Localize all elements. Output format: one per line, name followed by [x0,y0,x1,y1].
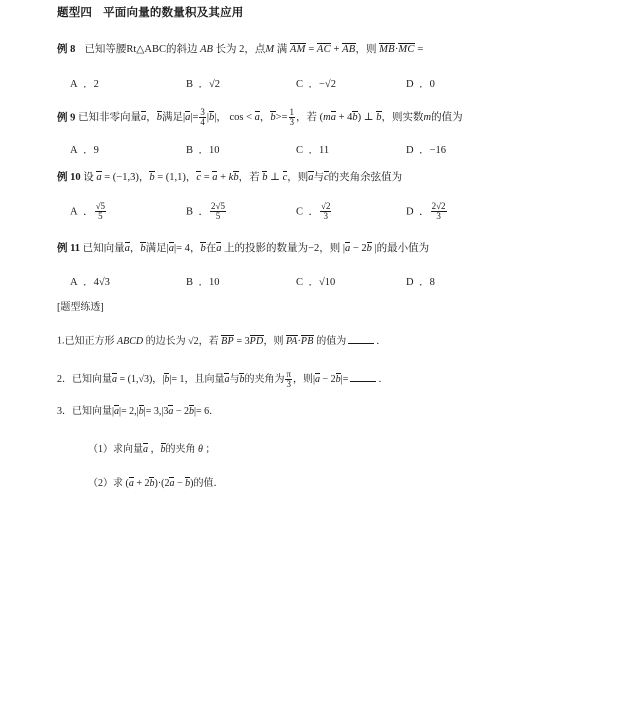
subquestion-2-label: （2） [88,478,113,489]
vector-c: c [196,172,202,183]
option-b[interactable]: B ．10 [186,277,220,288]
problem-1-text: 已知正方形 ABCD 的边长为 √2，若 BP = 3PD，则 PA·PB 的值为 ． [64,335,387,347]
dot-product-expression: (a + 2b)·(2a − b) [125,478,194,489]
example-11-stem [57,243,429,255]
k-b-term: + kb [220,172,239,183]
vector-mc: MC [398,44,415,55]
perp-expression: (ma + 4b) ⊥ b [319,112,382,124]
example-9-stem [57,108,463,128]
vector-b: b [149,172,155,183]
vector-a: a [112,374,117,386]
example-9-label: 例 9 [57,112,76,124]
vector-pd: PD [249,335,264,347]
option-a[interactable]: A ． $\frac{√5}{5}$ [70,200,106,221]
practice-problem-1 [57,334,386,347]
option-fraction: $\frac{2√2}{3}$ [431,200,446,221]
vector-pb: PB [300,335,314,347]
norm-3a-minus-2b: |3a − 2b| [161,406,197,417]
example-8-stem [57,44,423,56]
vector-am: AM [289,44,306,55]
problem-3-subquestion-2 [88,478,223,489]
fraction-three-quarters: $\frac{3}{4}$ [200,106,205,127]
answer-blank[interactable] [348,334,374,344]
theta-symbol: θ [198,444,203,455]
option-c[interactable]: C ．−√2 [296,79,336,90]
option-d[interactable]: D ．8 [406,277,435,288]
option-d[interactable]: D ．−16 [406,145,447,156]
vector-a: a [141,112,147,124]
vector-mb: MB [379,44,395,55]
problem-2-number: 2． [57,374,72,386]
fraction-one-third: $\frac{1}{3}$ [289,106,294,127]
example-10-label: 例 10 [57,172,81,183]
option-a[interactable]: A ．4√3 [70,277,110,288]
example-9-options [0,142,618,164]
vector-ac: AC [316,44,331,55]
fraction-pi-over-three: $\frac{\pi}{3}$ [286,368,292,389]
subquestion-2-text: 求 (a + 2b)·(2a − b)的值． [113,478,224,489]
option-c[interactable]: C ．11 [296,145,330,156]
subquestion-1-text: 求向量a ，b的夹角 θ ； [113,444,216,455]
problem-3-text: 已知向量|a|= 2,|b|= 3,|3a − 2b|= 6． [72,406,220,417]
abs-b: |b| [162,374,172,386]
vector-b: b [156,112,162,124]
problem-1-number: 1. [57,335,65,347]
problem-3-subquestion-1 [88,444,215,455]
option-b[interactable]: B ．10 [186,145,220,156]
option-a[interactable]: A ．2 [70,79,99,90]
abs-b: |b| [136,406,146,417]
option-b[interactable]: B ． $\frac{2√5}{5}$ [186,200,225,221]
abs-a: |a| [166,243,177,254]
example-8-options [0,76,618,98]
example-11-options [0,274,618,296]
option-fraction: $\frac{√5}{5}$ [95,200,106,221]
option-c[interactable]: C ． $\frac{√2}{3}$ [296,200,331,221]
option-b[interactable]: B ．√2 [186,79,221,90]
vector-a: a [124,243,130,254]
example-10-text: 设 a = (−1,3)，b = (1,1)，c = a + kb，若 b ⊥ c，则a与c的夹角余弦值为 [83,172,403,183]
page-title [57,8,244,20]
option-c[interactable]: C ．√10 [296,277,336,288]
vector-bp: BP [221,335,234,347]
option-d[interactable]: D ．0 [406,79,435,90]
option-a[interactable]: A ．9 [70,145,99,156]
answer-blank[interactable] [350,373,376,383]
vector-b: b [140,243,146,254]
example-9-text: 已知非零向量a，b满足|a|= $\frac{3}{4}$ |b|， cos < a，b>= $\frac{1}{3}$ ，若 (ma + 4b) ⊥ b，则实数m的值为 [78,106,463,127]
example-10-stem [57,172,402,184]
example-11-text: 已知向量a，b满足|a|= 4，b在a 上的投影的数量为−2，则 |a − 2b |的最小值为 [82,243,430,254]
sqrt-two: √2 [188,335,199,347]
practice-section-header: [题型练透] [57,302,104,313]
abs-a: |a| [112,406,122,417]
vector-a: a [96,172,102,183]
vector-ab: AB [342,44,356,55]
problem-3-number: 3． [57,406,72,417]
subquestion-1-label: （1） [88,444,113,455]
vector-pa: PA [286,335,298,347]
option-d[interactable]: D ． $\frac{2√2}{3}$ [406,200,446,221]
example-10-options [0,202,618,232]
norm-a-minus-2b: |a − 2b| [313,374,343,386]
option-fraction: $\frac{2√5}{5}$ [211,200,225,221]
practice-problem-2 [57,370,388,390]
norm-a-minus-2b: |a − 2b | [342,243,377,254]
section-title-text: 平面向量的数量积及其应用 [103,7,244,19]
vector-b: b [160,444,166,455]
vector-a: a [143,444,148,455]
option-fraction: $\frac{√2}{3}$ [321,200,331,221]
example-8-label: 例 8 [57,44,76,55]
problem-2-text: 已知向量a = (1,√3)，|b|= 1，且向量a与b的夹角为 $\frac{\pi}{3}$ ，则|a − 2b|= ． [72,368,389,389]
abs-a: |a| [183,112,193,124]
example-11-label: 例 11 [57,243,81,254]
practice-problem-3 [57,406,219,417]
section-title-label: 题型四 [57,7,93,19]
abs-b: |b| [206,112,217,124]
example-8-text: 已知等腰Rt△ABC的斜边 AB 长为 2，点M 满 AM = AC + AB，则 MB·MC = [84,44,424,55]
